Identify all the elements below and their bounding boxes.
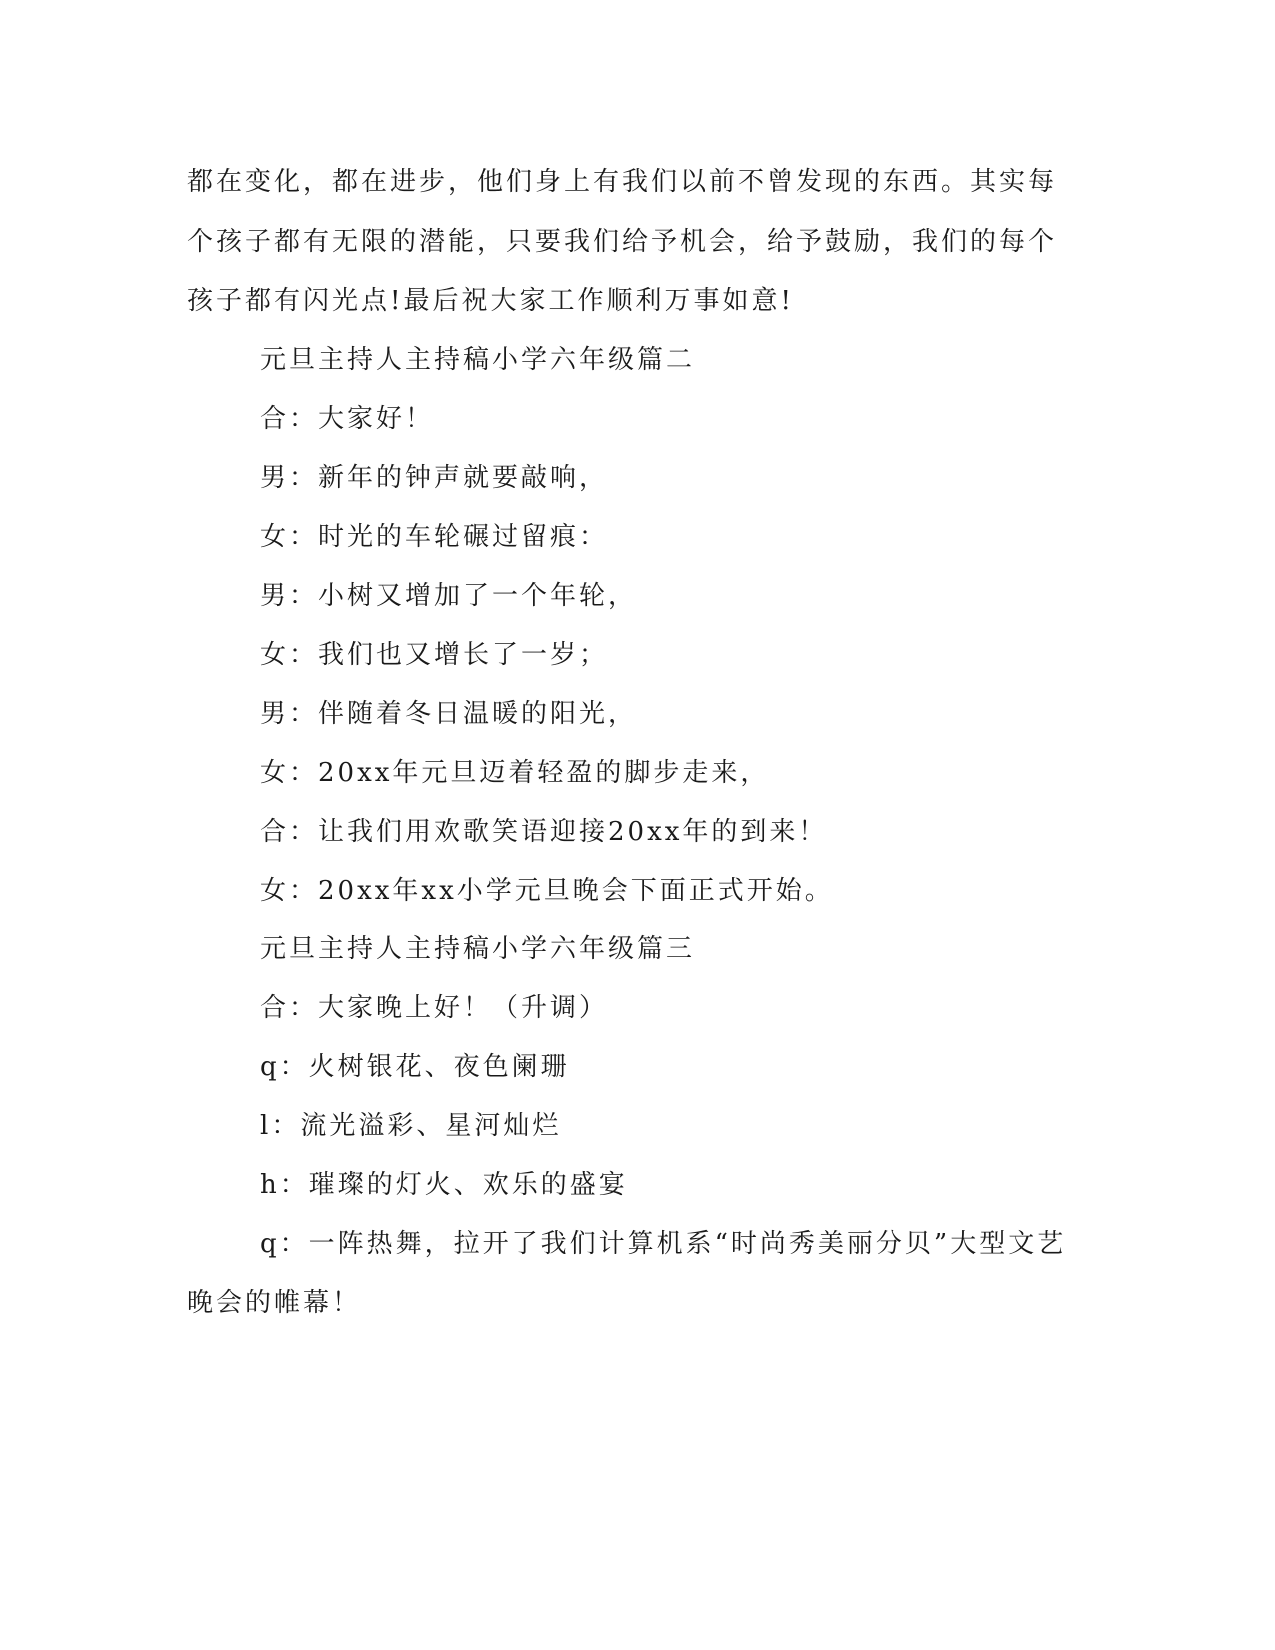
dialogue-line: 合：大家晚上好！（升调） [260,993,609,1023]
paragraph-line: 孩子都有闪光点!最后祝大家工作顺利万事如意! [187,286,794,316]
dialogue-line: 男：新年的钟声就要敲响， [260,463,609,493]
dialogue-line: 合：让我们用欢歌笑语迎接20xx年的到来！ [260,817,828,847]
dialogue-line: 女：我们也又增长了一岁； [260,640,609,670]
paragraph-line: 个孩子都有无限的潜能，只要我们给予机会，给予鼓励，我们的每个 [187,227,1058,257]
dialogue-line: q：火树银花、夜色阑珊 [260,1052,570,1082]
dialogue-line: 男：伴随着冬日温暖的阳光， [260,699,638,729]
dialogue-line: 男：小树又增加了一个年轮， [260,581,638,611]
section-heading: 元旦主持人主持稿小学六年级篇三 [260,934,696,964]
dialogue-line: 女：时光的车轮碾过留痕： [260,522,609,552]
paragraph-line: 都在变化，都在进步，他们身上有我们以前不曾发现的东西。其实每 [187,167,1058,197]
dialogue-line: q：一阵热舞，拉开了我们计算机系“时尚秀美丽分贝”大型文艺 [260,1229,1067,1259]
section-heading: 元旦主持人主持稿小学六年级篇二 [260,345,696,375]
dialogue-line: 晚会的帷幕！ [187,1288,362,1318]
dialogue-line: 女：20xx年元旦迈着轻盈的脚步走来， [260,758,770,788]
dialogue-line: l：流光溢彩、星河灿烂 [260,1111,562,1141]
dialogue-line: 女：20xx年xx小学元旦晚会下面正式开始。 [260,876,834,906]
dialogue-line: h：璀璨的灯火、欢乐的盛宴 [260,1170,628,1200]
dialogue-line: 合：大家好！ [260,404,435,434]
